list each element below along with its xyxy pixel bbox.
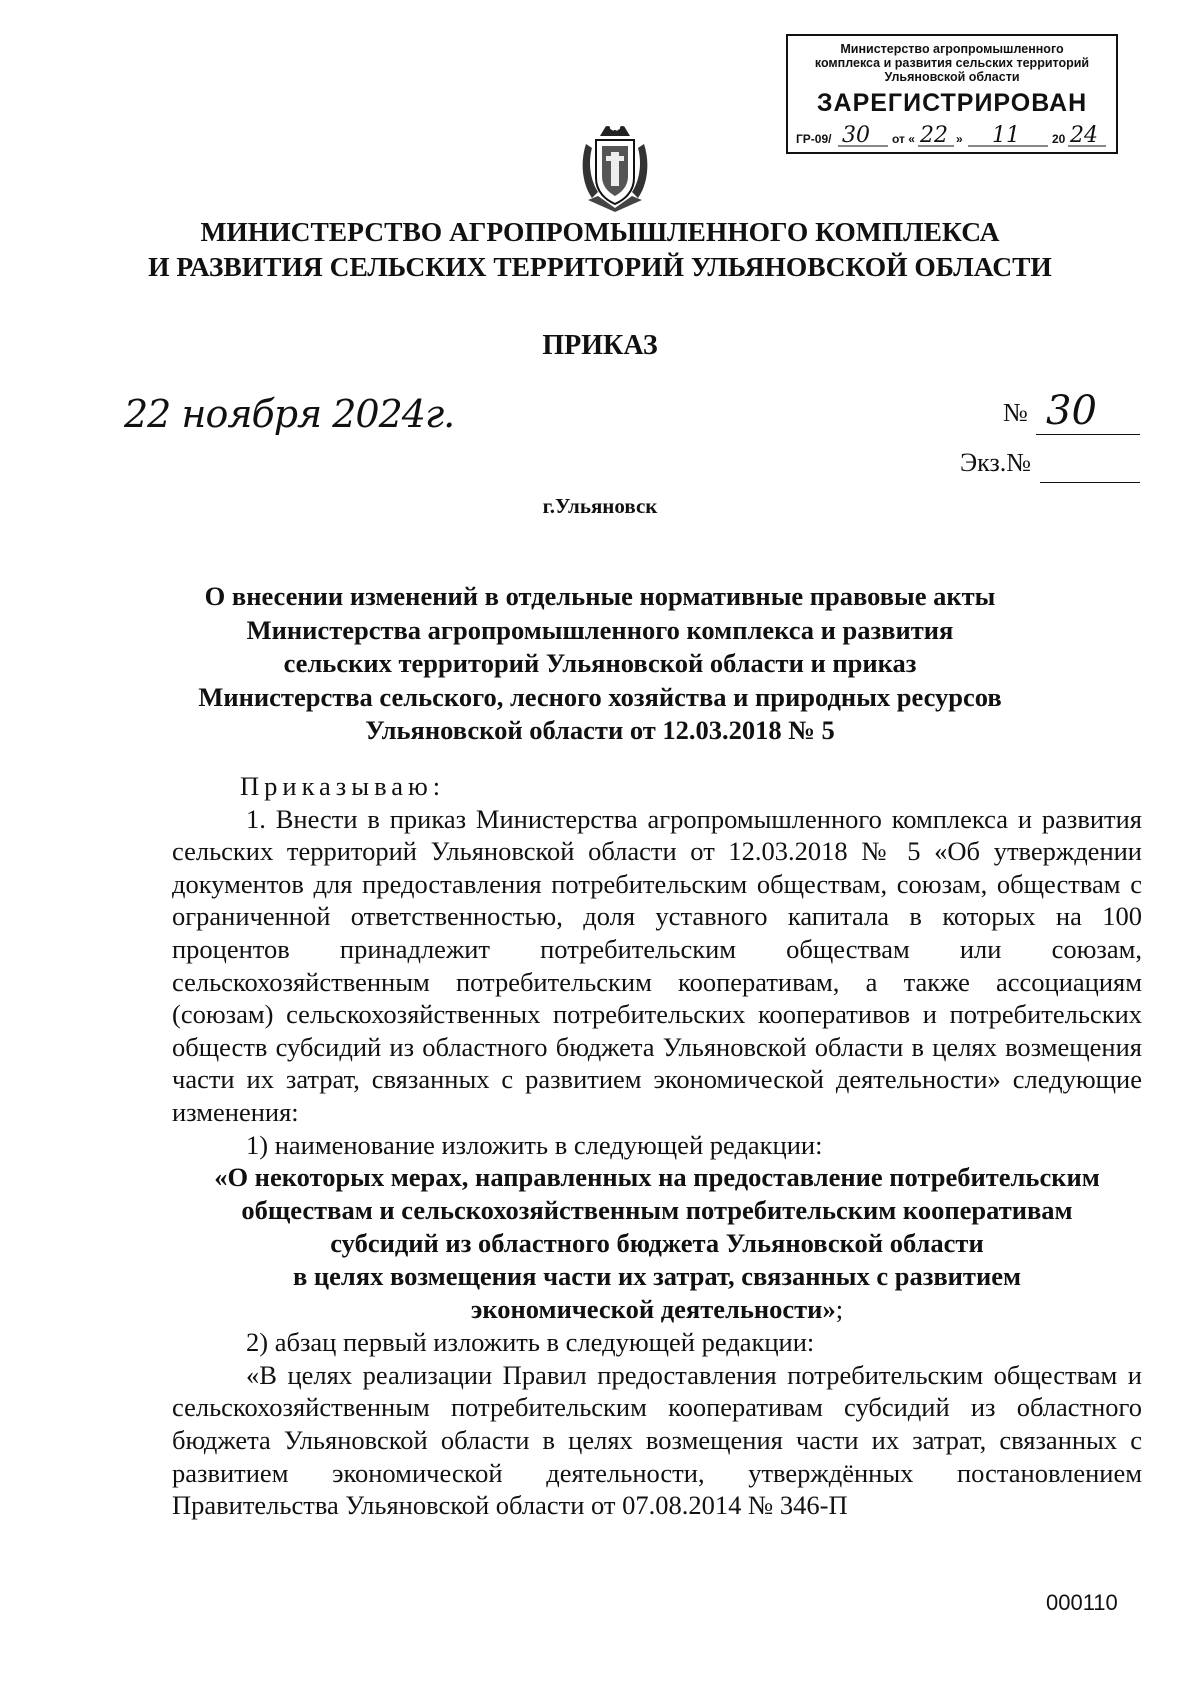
- copy-number-underline: [1040, 482, 1140, 483]
- number-label: №: [1003, 398, 1028, 427]
- title-line-3: сельских территорий Ульяновской области и приказ: [283, 648, 917, 678]
- title-line-1: О внесении изменений в отдельные нормативные правовые акты: [204, 581, 996, 611]
- ministry-name-line-1: МИНИСТЕРСТВО АГРОПРОМЫШЛЕННОГО КОМПЛЕКСА: [200, 216, 1000, 247]
- new-title-block: [160, 1161, 1154, 1326]
- new-title-line-5-text: экономической деятельности»: [470, 1294, 836, 1325]
- stamp-reg-number: 30: [842, 123, 870, 148]
- handwritten-number: 30: [1046, 388, 1097, 434]
- stamp-status: ЗАРЕГИСТРИРОВАН: [816, 89, 1088, 117]
- page-code: 000110: [1046, 1590, 1118, 1615]
- new-title-line-4: в целях возмещения части их затрат, связанных с развитием: [292, 1261, 1022, 1292]
- paragraph-2: 1) наименование изложить в следующей редакции:: [246, 1129, 823, 1160]
- stamp-registration-row: [796, 124, 1108, 148]
- stamp-line-3: Ульяновской области: [884, 70, 1020, 84]
- ministry-name-line-2: И РАЗВИТИЯ СЕЛЬСКИХ ТЕРРИТОРИЙ УЛЬЯНОВСКОЙ ОБЛАСТИ: [148, 251, 1052, 282]
- stamp-day: 22: [920, 123, 948, 148]
- order-word: Приказываю:: [240, 771, 446, 801]
- copy-number-label: Экз.№: [960, 448, 1032, 477]
- paragraph-1: 1. Внести в приказ Министерства агропромышленного комплекса и развития сельских территорий Ульяновской области от 12.03.2018 № 5 «Об утверждении документов для предоставления потребительским обществам, союзам, обществам с ограниченной ответственностью, доля уставного капитала в которых на 100 процентов принадлежит потребительским обществам или союзам, сельскохозяйственным потребительским кооперативам, а также ассоциациям (союзам) сельскохозяйственных потребительских кооперативов и потребительских обществ субсидий из областного бюджета Ульяновской области в целях возмещения части их затрат, связанных с развитием экономической деятельности» следующие изменения:: [172, 803, 1142, 1127]
- stamp-year-suffix: 24: [1070, 123, 1098, 148]
- number-underline: [1036, 434, 1140, 435]
- document-title: [160, 580, 1040, 748]
- stamp-underlines: [796, 140, 1112, 148]
- document-type: ПРИКАЗ: [542, 330, 658, 361]
- title-line-4: Министерства сельского, лесного хозяйства и природных ресурсов: [198, 681, 1002, 712]
- document-body: [172, 770, 1142, 1522]
- title-line-5: Ульяновской области от 12.03.2018 № 5: [365, 715, 835, 745]
- paragraph-4: «В целях реализации Правил предоставления потребительским обществам и сельскохозяйственным потребительским кооперативам субсидий из областного бюджета Ульяновской области в целях возмещения части их затрат, связанных с развитием экономической деятельности, утверждённых постановлением Правительства Ульяновской области от 07.08.2014 № 346-П: [172, 1359, 1142, 1521]
- registration-stamp: [786, 34, 1118, 154]
- handwritten-date: 22 ноября 2024г.: [124, 392, 455, 436]
- stamp-day-close: »: [956, 132, 963, 146]
- city: г.Ульяновск: [542, 494, 658, 518]
- stamp-month: 11: [992, 123, 1020, 148]
- new-title-line-5: [160, 1293, 1154, 1326]
- new-title-line-1: «О некоторых мерах, направленных на предоставление потребительским: [214, 1162, 1100, 1193]
- stamp-line-2: комплекса и развития сельских территорий: [814, 56, 1090, 70]
- coat-of-arms-icon: [578, 122, 652, 212]
- stamp-from-label: от «: [892, 132, 915, 146]
- stamp-year-prefix: 20: [1052, 132, 1066, 146]
- stamp-reg-prefix: ГР-09/: [796, 132, 832, 146]
- paragraph-3: 2) абзац первый изложить в следующей редакции:: [246, 1327, 815, 1358]
- title-line-2: Министерства агропромышленного комплекса и развития: [246, 614, 954, 645]
- stamp-line-1: Министерство агропромышленного: [840, 42, 1064, 56]
- new-title-line-2: обществам и сельскохозяйственным потребительским кооперативам: [241, 1195, 1073, 1226]
- new-title-line-5-tail: ;: [835, 1294, 844, 1325]
- new-title-line-3: субсидий из областного бюджета Ульяновской области: [330, 1228, 984, 1259]
